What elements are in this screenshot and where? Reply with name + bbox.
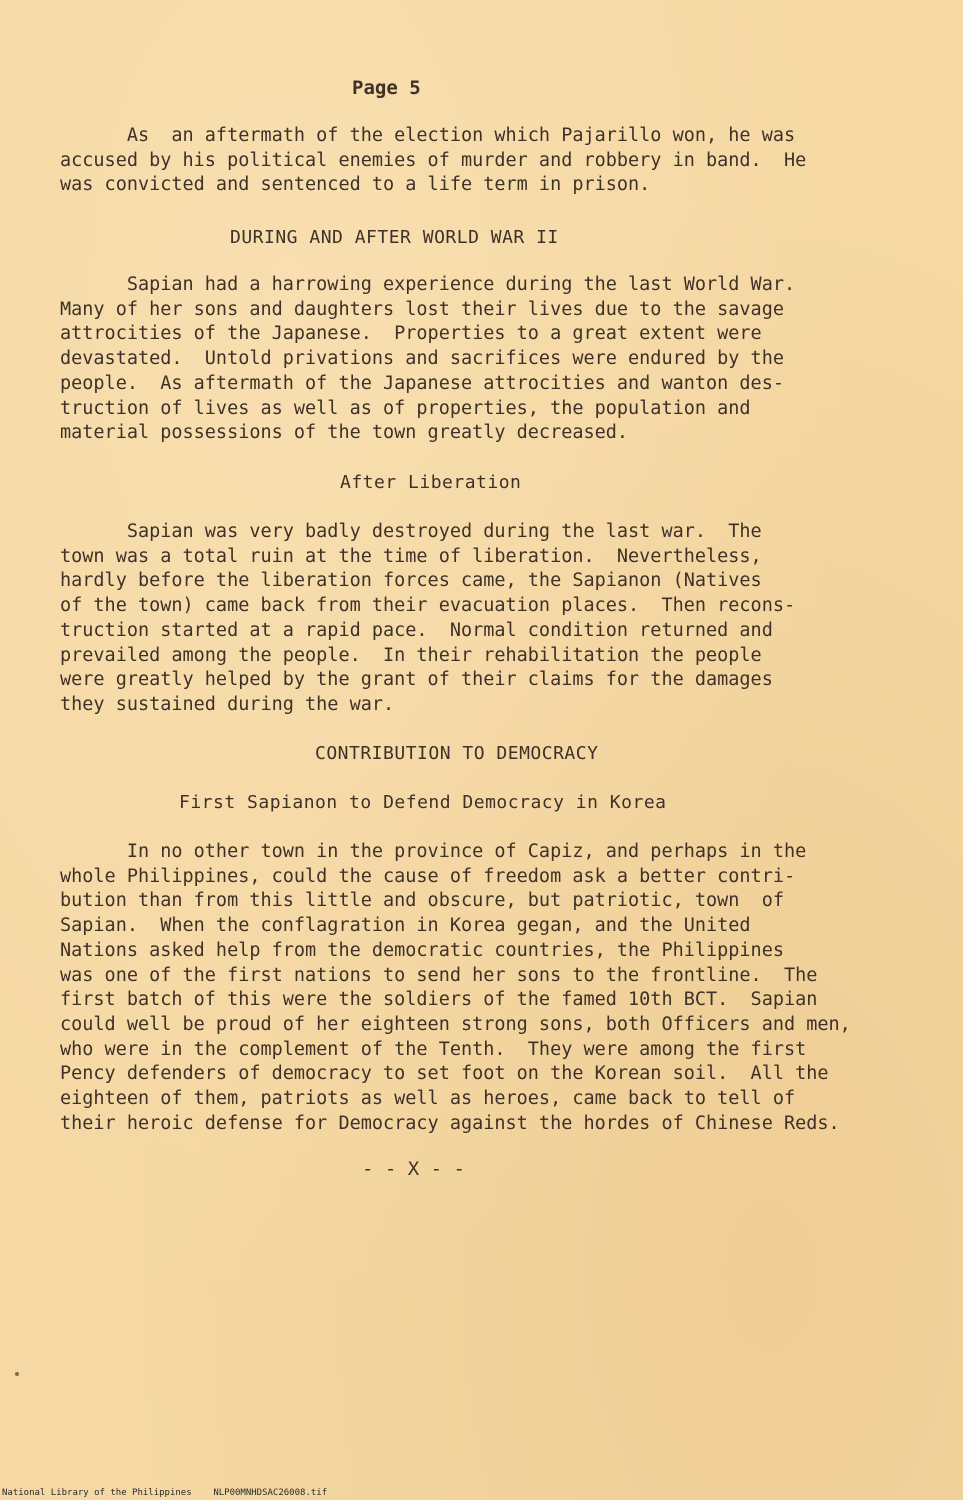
text-line: they sustained during the war. — [60, 693, 395, 715]
text-line: was convicted and sentenced to a life term in prison. — [60, 174, 651, 196]
heading-contribution-to-democracy: CONTRIBUTION TO DEMOCRACY — [315, 743, 599, 764]
text-line: eighteen of them, patriots as well as heroes, came back to tell of — [60, 1088, 796, 1109]
text-line: truction of lives as well as of properties, the population and — [60, 397, 751, 419]
subheading-korea: First Sapianon to Defend Democracy in Korea — [179, 792, 667, 813]
text-line: town was a total ruin at the time of liberation. Nevertheless, — [60, 545, 762, 567]
text-line: was one of the first nations to send her sons to the frontline. The — [60, 964, 818, 986]
heading-world-war-ii: DURING AND AFTER WORLD WAR II — [230, 227, 559, 248]
text-line: Sapian had a harrowing experience during the last World War. — [60, 274, 796, 295]
text-line: attrocities of the Japanese. Properties to a great extent were — [60, 323, 762, 345]
text-line: were greatly helped by the grant of their claims for the damages — [60, 669, 773, 691]
text-line: material possessions of the town greatly decreased. — [60, 422, 629, 444]
text-line: In no other town in the province of Capiz, and perhaps in the — [60, 841, 807, 862]
text-line: Sapian was very badly destroyed during the last war. The — [60, 521, 762, 542]
text-line: accused by his political enemies of murder and robbery in band. He — [60, 149, 807, 171]
text-line: Many of her sons and daughters lost their lives due to the savage — [60, 298, 784, 320]
text-line: first batch of this were the soldiers of the famed 10th BCT. Sapian — [60, 989, 818, 1011]
text-line: bution than from this little and obscure, but patriotic, town of — [60, 890, 784, 912]
text-line: whole Philippines, could the cause of freedom ask a better contri- — [60, 865, 796, 887]
text-line: Sapian. When the conflagration in Korea gegan, and the United — [60, 915, 751, 937]
text-line: people. As aftermath of the Japanese attrocities and wanton des- — [60, 372, 784, 394]
text-line: their heroic defense for Democracy against the hordes of Chinese Reds. — [60, 1112, 840, 1134]
heading-after-liberation: After Liberation — [340, 472, 522, 493]
speck — [15, 1372, 19, 1376]
text-line: prevailed among the people. In their rehabilitation the people — [60, 644, 762, 666]
text-line: could well be proud of her eighteen strong sons, both Officers and men, — [60, 1013, 851, 1035]
text-line: Pency defenders of democracy to set foot on the Korean soil. All the — [60, 1063, 829, 1085]
text-line: devastated. Untold privations and sacrifices were endured by the — [60, 348, 784, 370]
text-line: Nations asked help from the democratic countries, the Philippines — [60, 939, 784, 961]
text-line: As an aftermath of the election which Pajarillo won, he was — [60, 125, 796, 146]
archive-footer: National Library of the Philippines NLP00MNHDSAC26008.tif — [2, 1488, 328, 1498]
text-line: of the town) came back from their evacuation places. Then recons- — [60, 595, 796, 617]
text-line: hardly before the liberation forces came, the Sapianon (Natives — [60, 570, 762, 592]
text-line: truction started at a rapid pace. Normal condition returned and — [60, 619, 773, 641]
text-line: who were in the complement of the Tenth. They were among the first — [60, 1038, 807, 1060]
end-mark: - - X - - — [362, 1158, 465, 1180]
page-number: Page 5 — [352, 77, 421, 99]
